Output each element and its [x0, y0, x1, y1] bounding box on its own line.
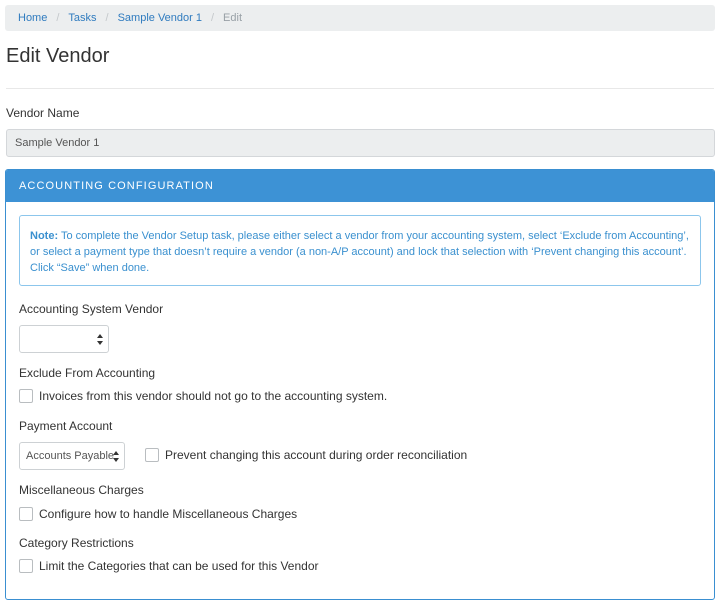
payment-account-value: Accounts Payable	[26, 450, 115, 462]
title-divider	[6, 88, 714, 89]
payment-account-label: Payment Account	[19, 419, 113, 433]
exclude-accounting-option[interactable]	[19, 389, 387, 403]
setup-note	[19, 215, 701, 286]
select-caret-icon	[112, 451, 119, 462]
note-label: Note:	[30, 230, 59, 242]
exclude-accounting-text: Invoices from this vendor should not go to the accounting system.	[39, 389, 388, 403]
breadcrumb	[5, 5, 715, 31]
misc-charges-option[interactable]	[19, 507, 297, 521]
category-restrictions-option[interactable]	[19, 559, 319, 573]
misc-charges-label: Miscellaneous Charges	[19, 483, 144, 497]
vendor-name-input[interactable]	[6, 129, 715, 157]
prevent-change-text: Prevent changing this account during order reconciliation	[165, 448, 468, 462]
exclude-accounting-checkbox[interactable]	[19, 389, 33, 403]
exclude-accounting-label: Exclude From Accounting	[19, 366, 156, 380]
select-caret-icon	[96, 334, 103, 345]
page-title: Edit Vendor	[6, 45, 110, 67]
note-text: To complete the Vendor Setup task, please either select a vendor from your accounting system, select ‘Exclude from Accounting’, or select a payment type that doesn’t require a vendor (a non-A/P account) and lock that selection with ‘Prevent changing this account’. Click “Save” when done.	[30, 230, 689, 274]
misc-charges-checkbox[interactable]	[19, 507, 33, 521]
panel-heading: ACCOUNTING CONFIGURATION	[6, 170, 714, 202]
breadcrumb-separator: /	[105, 12, 109, 24]
prevent-change-option[interactable]	[145, 448, 467, 462]
accounting-system-vendor-label: Accounting System Vendor	[19, 302, 164, 316]
breadcrumb-vendor-link[interactable]: Sample Vendor 1	[117, 12, 202, 24]
breadcrumb-home-link[interactable]: Home	[18, 12, 48, 24]
prevent-change-checkbox[interactable]	[145, 448, 159, 462]
category-restrictions-text: Limit the Categories that can be used for this Vendor	[39, 559, 319, 573]
breadcrumb-separator: /	[56, 12, 60, 24]
misc-charges-text: Configure how to handle Miscellaneous Charges	[39, 507, 298, 521]
vendor-name-label: Vendor Name	[6, 106, 80, 120]
accounting-system-vendor-select[interactable]	[19, 325, 109, 353]
accounting-config-panel	[5, 169, 715, 600]
category-restrictions-checkbox[interactable]	[19, 559, 33, 573]
breadcrumb-separator: /	[210, 12, 215, 24]
breadcrumb-tasks-link[interactable]: Tasks	[68, 12, 97, 24]
breadcrumb-current: Edit	[223, 12, 243, 24]
category-restrictions-label: Category Restrictions	[19, 536, 134, 550]
payment-account-select[interactable]	[19, 442, 125, 470]
